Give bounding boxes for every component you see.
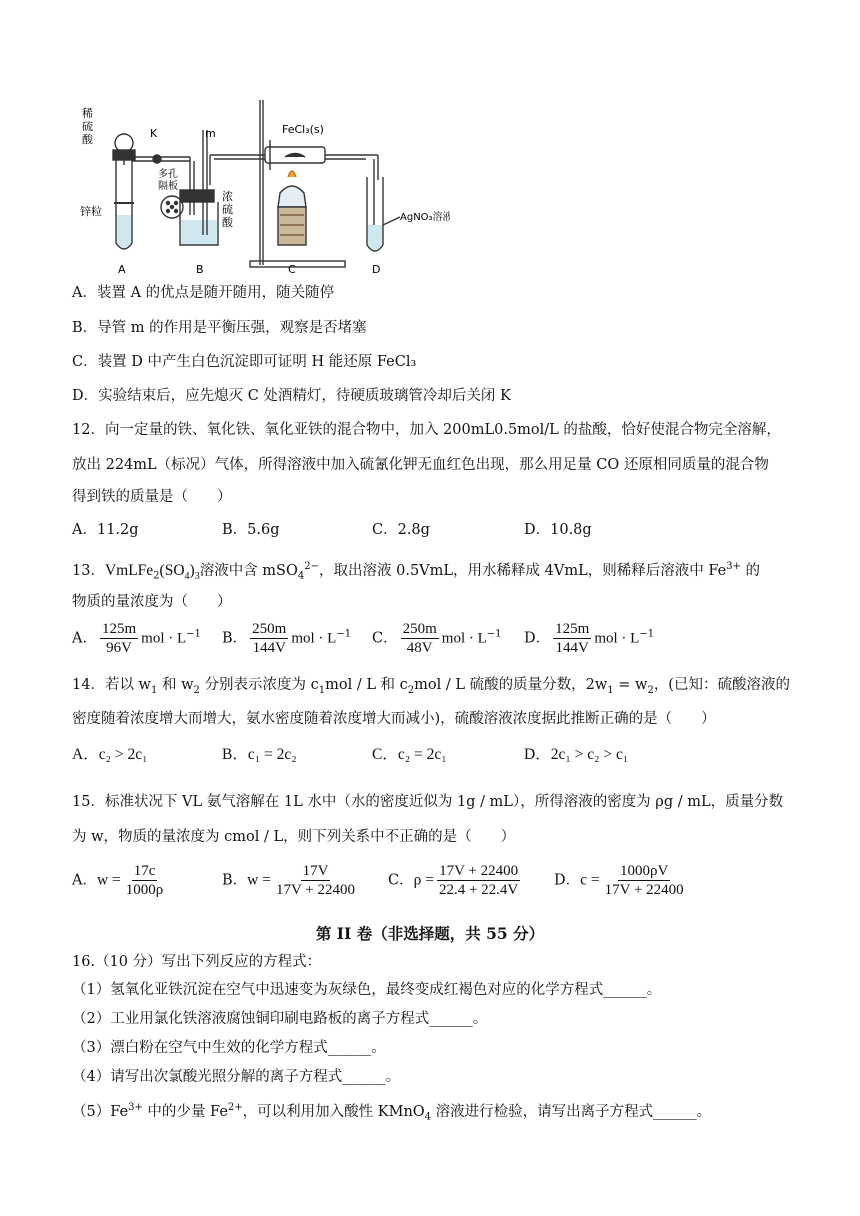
q15-option-b: B．w = $\frac{17V}{17V + 22400}$ xyxy=(222,863,355,898)
q15-option-a: A．w = $\frac{17c}{1000\rho}$ xyxy=(72,863,164,898)
q13-c-denominator: 48V xyxy=(406,640,433,656)
q14-option-c: C．c₂ = 2c₁ xyxy=(372,746,447,763)
q13-a-denominator: 96V xyxy=(106,640,132,656)
q16-item-5: $(5)Fe^{3+}$ 中的少量 $Fe^{2+}$，可以利用加入酸性 KMnO$_4$ 溶液进行检验，请写出离子方程式______。 xyxy=(72,1102,712,1123)
q13-line1: 13．$VmLFe_2(SO_4)_3$溶液中含 mSO$_4^{2-}$，取出溶液 0.5VmL，用水稀释成 4VmL，则稀释后溶液中 $Fe^{3+}$ 的 xyxy=(72,561,761,582)
q12-line2: 放出 224mL（标况）气体，所得溶液中加入硫氰化钾无血红色出现，那么用足量 CO 还原相同质量的混合物 xyxy=(72,457,769,473)
q15-c-numerator: 17V + 22400 xyxy=(439,863,519,879)
q16-item-4: （4）请写出次氯酸光照分解的离子方程式______。 xyxy=(72,1069,401,1085)
q11-option-d: D．实验结束后，应先熄灭 C 处酒精灯，待硬质玻璃管冷却后关闭 K xyxy=(72,388,511,404)
q13-sub-so4: 4 xyxy=(184,570,190,582)
q14-line1: 14．若以 $w_1$ 和 $w_2$ 分别表示浓度为 $c_1mol$ / L 和 $c_2mol$ / L 硫酸的质量分数，$2w_1 = w_2$，(已知：硫酸溶液的 xyxy=(72,677,790,696)
q13-charge-fe3: 3+ xyxy=(726,561,741,572)
label-b: B xyxy=(196,263,204,275)
label-fecl3: FeCl₃(s) xyxy=(282,123,324,136)
q15-d-numerator: 1000ρV xyxy=(619,863,669,879)
q13-charge-so4: 2− xyxy=(304,561,320,572)
q15-option-d: D．c = $\frac{1000\rho V}{17V + 22400}$ xyxy=(554,863,684,898)
q13-d-denominator: 144V xyxy=(555,640,589,656)
q12-line1: 12．向一定量的铁、氧化铁、氧化亚铁的混合物中，加入 200mL0.5mol/L 的盐酸，恰好使混合物完全溶解， xyxy=(72,422,781,438)
q15-a-numerator: 17c xyxy=(133,863,156,879)
q12-line3: 得到铁的质量是（ ） xyxy=(72,489,232,505)
q15-b-denominator: 17V + 22400 xyxy=(275,882,355,898)
q13-line2: 物质的量浓度为（ ） xyxy=(72,594,232,610)
q16-item-2: （2）工业用氯化铁溶液腐蚀铜印刷电路板的离子方程式______。 xyxy=(72,1011,488,1027)
q13-option-c: C． $\frac{250m}{48V}$ mol · $L^{-1}$ xyxy=(372,621,502,656)
label-conc-acid: 浓硫酸 xyxy=(222,190,233,229)
q15-b-numerator: 17V xyxy=(302,863,329,879)
q12-option-a: A．11.2g xyxy=(72,522,139,538)
apparatus-figure xyxy=(70,95,450,275)
q15-line2: 为 w，物质的量浓度为 cmol / L，则下列关系中不正确的是（ ） xyxy=(72,829,516,845)
q14-option-b: B．c₁ = 2c₂ xyxy=(222,746,297,763)
label-c: C xyxy=(288,263,296,275)
q11-option-c: C．装置 D 中产生白色沉淀即可证明 H 能还原 FeCl₃ xyxy=(72,354,417,370)
q16-item-1: （1）氢氧化亚铁沉淀在空气中迅速变为灰绿色，最终变成红褐色对应的化学方程式______。 xyxy=(72,982,662,998)
q15-c-denominator: 22.4 + 22.4V xyxy=(438,882,519,898)
q15-option-c: C．ρ = $\frac{17V + 22400}{22.4 + 22.4V}$ xyxy=(388,863,519,898)
q12-option-c: C．2.8g xyxy=(372,522,430,538)
q16-item-3: （3）漂白粉在空气中生效的化学方程式______。 xyxy=(72,1040,386,1056)
q13-b-numerator: 250m xyxy=(252,621,287,637)
label-agno3: AgNO₃溶液 xyxy=(400,212,450,223)
q13-text-c: ，取出溶液 0.5VmL，用水稀释成 4VmL，则稀释后溶液中 Fe xyxy=(319,562,727,579)
q13-option-b: B． $\frac{250m}{144V}$ mol · $L^{-1}$ xyxy=(222,621,352,656)
q13-text-b: 溶液中含 mSO xyxy=(199,562,298,579)
q13-text-d: 的 xyxy=(740,562,761,579)
q13-option-a: A． $\frac{125m}{96V}$ mol · $L^{-1}$ xyxy=(72,621,201,656)
label-a: A xyxy=(118,263,126,275)
q13-a-numerator: 125m xyxy=(101,621,137,637)
q13-option-d: D． $\frac{125m}{144V}$ mol · $L^{-1}$ xyxy=(524,621,655,656)
q15-line1: 15．标准状况下 VL 氨气溶解在 1L 水中（水的密度近似为 1g / mL），所得溶液的密度为 ρg / mL，质量分数 xyxy=(72,794,784,810)
q14-option-a: A．c₂ > 2c₁ xyxy=(72,746,148,763)
q11-option-b: B．导管 m 的作用是平衡压强，观察是否堵塞 xyxy=(72,320,367,336)
label-zinc: 锌粒 xyxy=(80,205,102,218)
label-dilute-acid: 稀硫酸 xyxy=(82,107,93,146)
q13-sub-fe: 2 xyxy=(153,570,160,582)
q13-d-numerator: 125m xyxy=(555,621,590,637)
apparatus-diagram xyxy=(70,95,450,275)
q12-option-d: D．10.8g xyxy=(524,522,592,538)
section-title: 第 II 卷（非选择题，共 55 分） xyxy=(315,924,545,943)
q16-intro: 16.（10 分）写出下列反应的方程式： xyxy=(72,954,322,970)
q14-option-d: D．2c₁ > c₂ > c₁ xyxy=(524,746,629,763)
label-tube-m: m xyxy=(205,127,216,140)
q13-number: 13． xyxy=(72,562,105,579)
label-perforated-plate: 多孔隔板 xyxy=(158,169,178,192)
q13-text-a: VmLFe xyxy=(104,561,154,579)
q13-c-numerator: 250m xyxy=(402,621,437,637)
q15-a-denominator: 1000ρ xyxy=(125,882,164,898)
q11-option-a: A．装置 A 的优点是随开随用，随关随停 xyxy=(72,285,335,301)
q15-d-denominator: 17V + 22400 xyxy=(604,882,684,898)
label-d: D xyxy=(372,263,381,275)
q13-b-denominator: 144V xyxy=(252,640,286,656)
q14-line2: 密度随着浓度增大而增大，氨水密度随着浓度增大而减小)，硫酸溶液浓度据此推断正确的是（ ） xyxy=(72,711,716,727)
q13-sub-4: 4 xyxy=(297,570,305,582)
label-valve-k: K xyxy=(150,127,158,140)
q12-option-b: B．5.6g xyxy=(222,522,280,538)
q13-sub-3: 3 xyxy=(194,570,200,582)
